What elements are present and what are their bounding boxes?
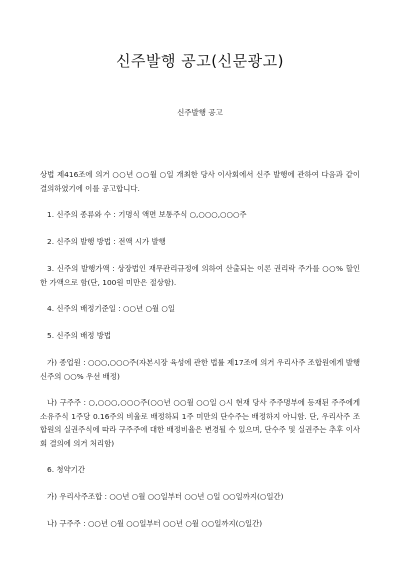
item-1: 1. 신주의 종류와 수 : 기명식 액면 보통주식 ○,○○○,○○○주 xyxy=(47,210,247,219)
document-subtitle: 신주발행 공고 xyxy=(177,108,223,117)
item-5: 5. 신주의 배정 방법 xyxy=(47,331,112,340)
item-2: 2. 신주의 발행 방법 : 전액 시가 발행 xyxy=(47,237,166,246)
item-6a: 가) 우리사주조합 : ○○년 ○월 ○○일부터 ○○년 ○일 ○○일까지(○일간) xyxy=(47,492,284,501)
item-6b: 나) 구주주 : ○○년 ○월 ○○일부터 ○○년 ○월 ○○일까지(○일간) xyxy=(47,519,263,528)
item-3: 3. 신주의 발행가액 : 상장법인 재무관리규정에 의하여 산출되는 이론 권리락 주가를 ○○% 할인한 가액으로 함(단, 100원 미만은 절상함). xyxy=(40,264,360,287)
item-5b: 나) 구주주 : ○,○○○,○○○주(○○년 ○○월 ○○일 ○시 현재 당사 주주명부에 등재된 주주에게 소유주식 1주당 0.16주의 비율로 배정하되 1주 미만의 단수주는 배정하지 아니함. 단, 우리사주 조합원의 실권주식에 따라 구주주에 대한 배정비율은 변경될 수 있으며, 단수주 및 실권주는 추후 이사회 결의에 의거 처리함) xyxy=(40,398,360,448)
item-4: 4. 신주의 배정기준일 : ○○년 ○월 ○일 xyxy=(47,304,175,313)
document-title: 신주발행 공고(신문광고) xyxy=(116,52,284,70)
intro-paragraph: 상법 제416조에 의거 ○○년 ○○월 ○일 개최한 당사 이사회에서 신주 발행에 관하여 다음과 같이 결의하였기에 이를 공고합니다. xyxy=(40,170,360,193)
item-5a: 가) 종업원 : ○○○,○○○주(자본시장 육성에 관한 법률 제17조에 의거 우리사주 조합원에게 발행신주의 ○○% 우선 배정) xyxy=(40,358,361,381)
item-6: 6. 청약기간 xyxy=(47,465,85,474)
